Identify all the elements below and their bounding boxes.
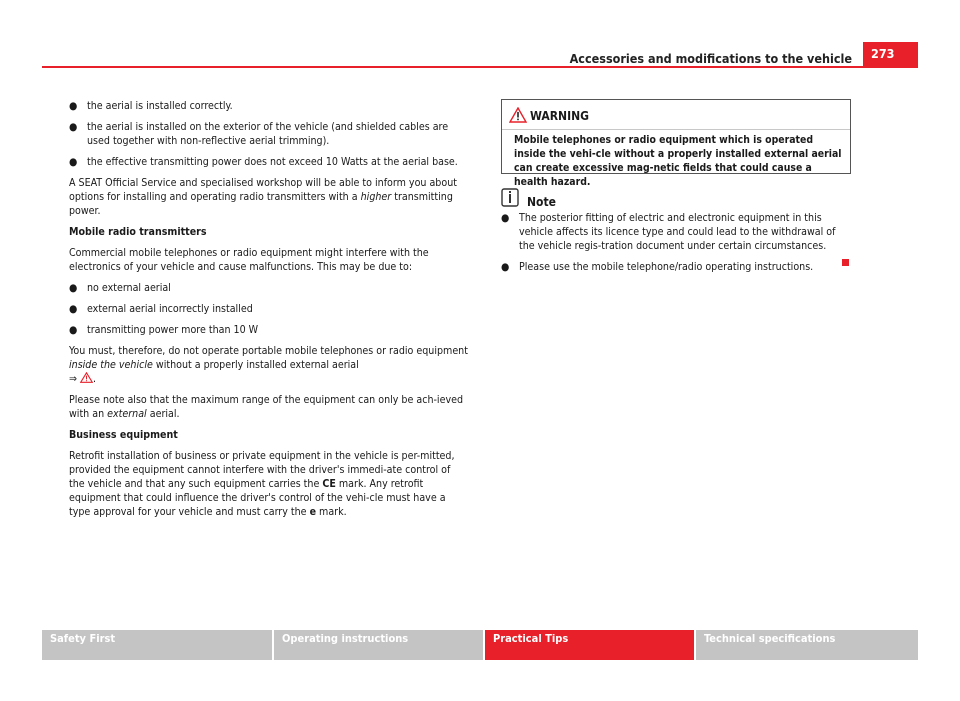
list-item: ● the aerial is installed correctly. xyxy=(69,100,233,112)
heading-business-equipment: Business equipment xyxy=(69,429,178,441)
footer-nav xyxy=(42,630,918,660)
bullet-icon: ● xyxy=(69,282,78,294)
bullet-icon: ● xyxy=(69,156,78,168)
warning-box xyxy=(501,99,851,188)
bullet-icon: ● xyxy=(69,121,78,133)
page-header-title: Accessories and modifications to the vehicle xyxy=(569,51,852,66)
note-icon xyxy=(501,187,519,207)
paragraph-interference: Commercial mobile telephones or radio equipment might interfere with the electronics of your vehicle and cause malfunctions. This may be due to: xyxy=(69,247,429,273)
section-end-mark xyxy=(842,259,849,266)
bullet-icon: ● xyxy=(69,100,78,112)
header-rule xyxy=(42,66,918,68)
warning-text: Mobile telephones or radio equipment which is operated inside the vehi-cle without a properly installed external aerial can create excessive mag-netic fields that could cause a health hazard. xyxy=(514,134,842,188)
bullet-icon: ● xyxy=(501,212,510,224)
left-column xyxy=(69,99,469,526)
warning-divider xyxy=(502,129,850,130)
list-item: ● the aerial is installed on the exterior of the vehicle (and shielded cables are used together with non-reflective aerial trimming). xyxy=(69,121,449,147)
page-number: 273 xyxy=(863,42,918,66)
warning-ref-icon[interactable] xyxy=(80,372,93,383)
bullet-icon: ● xyxy=(69,303,78,315)
list-item: ● transmitting power more than 10 W xyxy=(69,324,259,336)
list-item: ● Please use the mobile telephone/radio operating instructions. xyxy=(501,261,814,273)
paragraph-range: Please note also that the maximum range of the equipment can only be ach-ieved with an external aerial. xyxy=(69,394,464,420)
paragraph-retrofit: Retrofit installation of business or private equipment in the vehicle is per-mitted, provided the equipment cannot interfere with the driver's immedi-ate control of the vehicle and that any such equipment carries the CE mark. Any retrofit equipment that could influence the driver's control of the vehi-cle must have a type approval for your vehicle and must carry the e mark. xyxy=(69,450,455,518)
paragraph-service: A SEAT Official Service and specialised workshop will be able to inform you about options for installing and operating radio transmitters with a higher transmitting power. xyxy=(69,177,457,217)
ce-mark: CE xyxy=(322,478,336,490)
note-title: Note xyxy=(527,195,556,209)
bullet-icon: ● xyxy=(69,324,78,336)
list-item: ● the effective transmitting power does not exceed 10 Watts at the aerial base. xyxy=(69,156,458,168)
heading-mobile-radio: Mobile radio transmitters xyxy=(69,226,207,238)
note-content xyxy=(501,211,851,281)
paragraph-do-not-operate: You must, therefore, do not operate portable mobile telephones or radio equipment inside the vehicle without a properly installed external aerial ⇒ . xyxy=(69,345,468,385)
tab-safety-first[interactable]: Safety First xyxy=(42,630,272,660)
e-mark: e xyxy=(309,506,317,518)
bullet-icon: ● xyxy=(501,261,510,273)
tab-technical-specifications[interactable]: Technical specifications xyxy=(696,630,918,660)
warning-triangle-icon xyxy=(509,107,527,123)
tab-practical-tips[interactable]: Practical Tips xyxy=(485,630,694,660)
list-item: ● no external aerial xyxy=(69,282,171,294)
warning-title: WARNING xyxy=(530,109,589,123)
tab-operating-instructions[interactable]: Operating instructions xyxy=(274,630,483,660)
list-item: ● The posterior fitting of electric and electronic equipment in this vehicle affects its licence type and could lead to the withdrawal of the vehicle regis-tration document under certain circumstances. xyxy=(501,212,836,252)
list-item: ● external aerial incorrectly installed xyxy=(69,303,253,315)
